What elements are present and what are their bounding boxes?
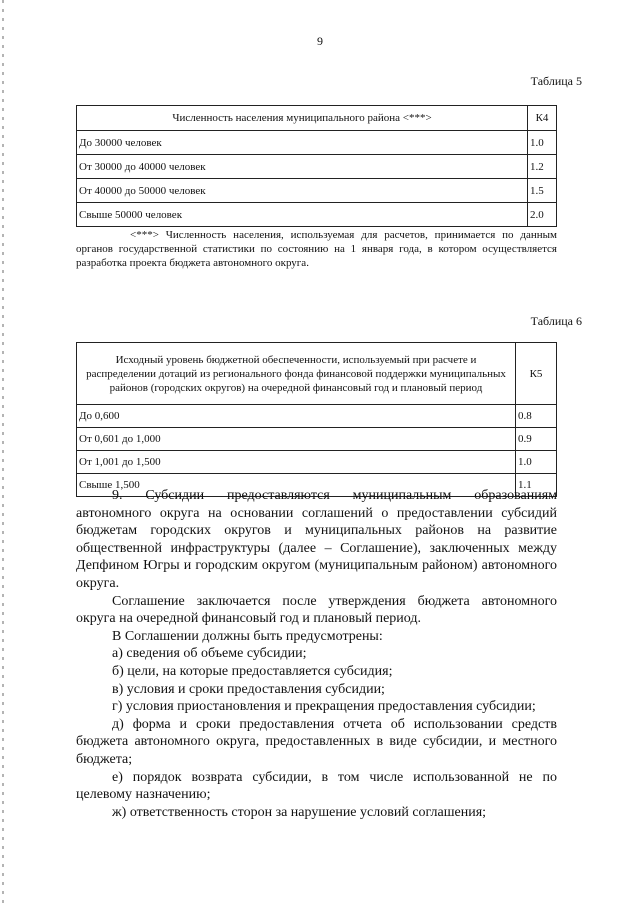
list-item: д) форма и сроки предоставления отчета об использовании средств бюджета автономного округа, предоставленных в виде субсидии, и местного бюджета; <box>76 716 557 767</box>
table-cell: 1.0 <box>528 131 557 155</box>
paragraph-9: 9. Субсидии предоставляются муниципальным образованиям автономного округа на основании соглашений о предоставлении субсидий бюджетам городских округов и муниципальных районов на развитие общественной инфраструктуры (далее – Соглашение), заключенных между Депфином Югры и городским округом (муниципальным районом) автономного округа. <box>76 488 557 591</box>
table-header-row <box>77 343 557 405</box>
table-cell: 1.0 <box>516 451 557 474</box>
table-cell: 1.5 <box>528 179 557 203</box>
table-5-footnote: <***> Численность населения, используемая для расчетов, принимается по данным органов государственной статистики по состоянию на 1 января года, в котором осуществляется разработка проекта бюджета автономного округа. <box>76 229 557 269</box>
table-cell: До 30000 человек <box>77 131 528 155</box>
page-number: 9 <box>317 34 323 48</box>
table-cell: От 1,001 до 1,500 <box>77 451 516 474</box>
table-cell: Свыше 50000 человек <box>77 203 528 227</box>
table-row <box>77 131 557 155</box>
list-item: е) порядок возврата субсидии, в том числе использованной не по целевому назначению; <box>76 769 557 803</box>
table-row <box>77 428 557 451</box>
scan-edge-mark <box>2 0 4 905</box>
table-cell: 1.1 <box>516 474 557 497</box>
table-cell: 0.9 <box>516 428 557 451</box>
table-row <box>77 451 557 474</box>
table-cell: До 0,600 <box>77 405 516 428</box>
table-cell: От 0,601 до 1,000 <box>77 428 516 451</box>
table-cell: 2.0 <box>528 203 557 227</box>
table-5 <box>76 105 557 227</box>
list-item: г) условия приостановления и прекращения предоставления субсидии; <box>112 699 536 715</box>
header-cell: Исходный уровень бюджетной обеспеченности, используемый при расчете и распределении дотаций из регионального фонда финансовой поддержки муниципальных районов (городских округов) на очередной финансовый год и плановый период <box>77 343 516 405</box>
header-cell: Численность населения муниципального района <***> <box>77 106 528 131</box>
table-cell: 1.2 <box>528 155 557 179</box>
table-row <box>77 179 557 203</box>
table-cell: 0.8 <box>516 405 557 428</box>
table-6 <box>76 342 557 497</box>
table-6-caption: Таблица 6 <box>530 314 582 328</box>
paragraph: Соглашение заключается после утверждения бюджета автономного округа на очередной финансовый год и плановый период. <box>76 593 557 627</box>
list-item: а) сведения об объеме субсидии; <box>112 646 307 662</box>
list-item: в) условия и сроки предоставления субсидии; <box>112 681 385 697</box>
table-row <box>77 405 557 428</box>
table-cell: От 40000 до 50000 человек <box>77 179 528 203</box>
header-cell-k4: К4 <box>528 106 557 131</box>
table-cell: Свыше 1,500 <box>77 474 516 497</box>
body-text <box>76 487 557 821</box>
table-header-row <box>77 106 557 131</box>
table-row <box>77 155 557 179</box>
list-item: ж) ответственность сторон за нарушение условий соглашения; <box>112 804 487 820</box>
table-5-caption: Таблица 5 <box>530 74 582 88</box>
header-cell-k5: К5 <box>516 343 557 405</box>
list-item: б) цели, на которые предоставляется субсидия; <box>112 663 393 679</box>
table-row <box>77 203 557 227</box>
table-cell: От 30000 до 40000 человек <box>77 155 528 179</box>
paragraph: В Соглашении должны быть предусмотрены: <box>112 628 383 644</box>
